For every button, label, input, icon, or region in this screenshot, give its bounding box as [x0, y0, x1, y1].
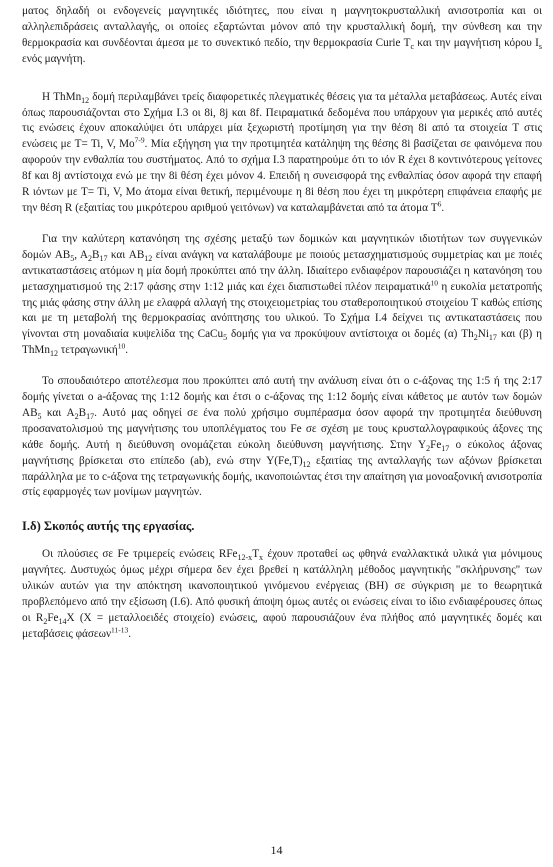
section-heading: Ι.δ) Σκοπός αυτής της εργασίας. — [22, 519, 195, 534]
paragraph-1: ματος δηλαδή οι ενδογενείς μαγνητικές ιδιότητες, που είναι η μαγνητοκρυσταλλική ανισοτροπία και οι αλληλεπιδράσεις ανταλλαγής, οι οποίες εξαρτώνται μόνον από την κρυσταλλική δομή, την σύνθεση και την θερμοκρασία και συνδέονται άμεσα με το συνεκτικό πεδίο, την θερμοκρασία Curie $T_c$ και την μαγνήτιση κόρου $I_s$ ενός μαγνήτη. — [22, 5, 542, 65]
page-number: 14 — [270, 843, 283, 857]
document-page — [22, 4, 542, 643]
paragraph-2: Η ThMn$_{12}$ δομή περιλαμβάνει τρείς διαφορετικές πλεγματικές θέσεις για τα μέταλλα μεταβάσεως. Αυτές είναι όπως παρουσιάζονται στο Σχήμα Ι.3 οι 8i, 8j και 8f. Πειραματικά δεδομένα που υπάρχουν για μερικές από αυτές τις ενώσεις έχουν αποκαλύψει ότι υπάρχει μία ξεχωριστή προτίμηση για την θέση 8i από τα στοιχεία T στις ενώσεις με T= Ti, V, Mo$^{7-9}$. Μία εξήγηση για την προτιμητέα κατάληψη της θέσης 8i βασίζεται σε φαινόμενα που αφορούν την ενθαλπία του συστήματος. Από το σχήμα Ι.3 παρατηρούμε ότι το ιόν R έχει 8 κοντινότερους γείτονες 8f και 8j αντίστοιχα ενώ με την 8i θέση έχει μόνον 4. Επειδή η συνεισφορά της ενθαλπίας όσον αφορά την επαφή R ιόντων με T= Ti, V, Mo άτομα είναι θετική, περιμένουμε η 8i θέση που έχει τη μικρότερη επιφάνεια επαφής με την θέση R (εξαιτίας του μικρότερου αριθμού γειτόνων) να καταλαμβάνεται από τα άτομα $T^6$. — [22, 90, 542, 214]
paragraph-4: Το σπουδαιότερο αποτέλεσμα που προκύπτει από αυτή την ανάλυση είναι ότι ο c-άξονας της 1:5 ή της 2:17 δομής γίνεται ο a-άξονας της 1:12 δομής και έτσι ο c-άξονας της 1:12 δομής είναι κάθετος με αυτόν των δομών $AB_5$ και $A_2B_{17}$. Αυτό μας οδηγεί σε ένα πολύ χρήσιμο συμπέρασμα όσον αφορά την προτιμητέα διεύθυνση προσανατολισμού της μαγνήτισης του υποπλέγματος του Fe σε σχέση με τους κρυσταλλογραφικούς άξονες της κάθε δομής. Αυτή η διεύθυνση ονομάζεται εύκολη διεύθυνση μαγνήτισης. Στην $Y_2Fe_{17}$ ο εύκολος άξονας μαγνήτισης βρίσκεται στο επίπεδο (ab), ενώ στην $Y(Fe,T)_{12}$ εξαιτίας της ανταλλαγής των αξόνων βρίσκεται παράλληλα με το c-άξονα της τετραγωνικής δομής, ικανοποιώντας έτσι την απαίτηση για μονοαξονική ανισοτροπία στίς εφαρμογές των μονίμων μαγνητών. — [22, 375, 542, 499]
paragraph-5: Οι πλούσιες σε Fe τριμερείς ενώσεις $RFe_{12-x}T_x$ έχουν προταθεί ως φθηνά εναλλακτικά υλικά για μόνιμους μαγνήτες. Δυστυχώς όμως μέχρι σήμερα δεν έχει βρεθεί η κατάλληλη μέθοδος μαγνητικής "σκλήρυνσης" των υλικών αυτών για την απόκτηση ικανοποιητικού γινόμενου ενέργειας (BH) σε σύγκριση με το θεωρητικά προβλεπόμενο από την εξίσωση (Ι.6). Από φυσική άποψη όμως αυτές οι ενώσεις είναι το ίδιο ενδιαφέρουσες όπως οι $R_2Fe_{14}X$ (X = μεταλλοειδές στοιχείο) ενώσεις, αφού παρουσιάζουν ένα πλήθος από μαγνητικές δομές και μεταβάσεις φάσεων$^{11-13}$. — [22, 548, 542, 640]
paragraph-3: Για την καλύτερη κατανόηση της σχέσης μεταξύ των δομικών και μαγνητικών ιδιοτήτων των συγγενικών δομών $AB_5$, $A_2B_{17}$ και $AB_{12}$ είναι ανάγκη να καταλάβουμε με ποιούς μετασχηματισμούς συμμετρίας και με ποιές αντικαταστάσεις ατόμων η μία δομή προκύπτει από την άλλη. Ιδιαίτερο ενδιαφέρον παρουσιάζει η κατανόηση του μετασχηματισμού της 2:17 φάσης στην 1:12 μιάς και έχει διαπιστωθεί πλέον πειραματικά$^{10}$ η ευκολία μετατροπής της μιάς φάσης στην άλλη με ελαφρά αλλαγή της στοιχειομετρίας του σταθεροποιητικού στοιχείου T καθώς επίσης και με τη μεταβολή της θερμοκρασίας ανόπτησης του υλικού. Το Σχήμα Ι.4 δείχνει τις αντικαταστάσεις που γίνονται στη μοναδιαία κυψελίδα της CaCu$_5$ δομής για να προκύψουν αντίστοιχα οι δομές (α) $Th_2Ni_{17}$ και (β) η ThMn$_{12}$ τετραγωνική$^{10}$. — [22, 232, 543, 359]
